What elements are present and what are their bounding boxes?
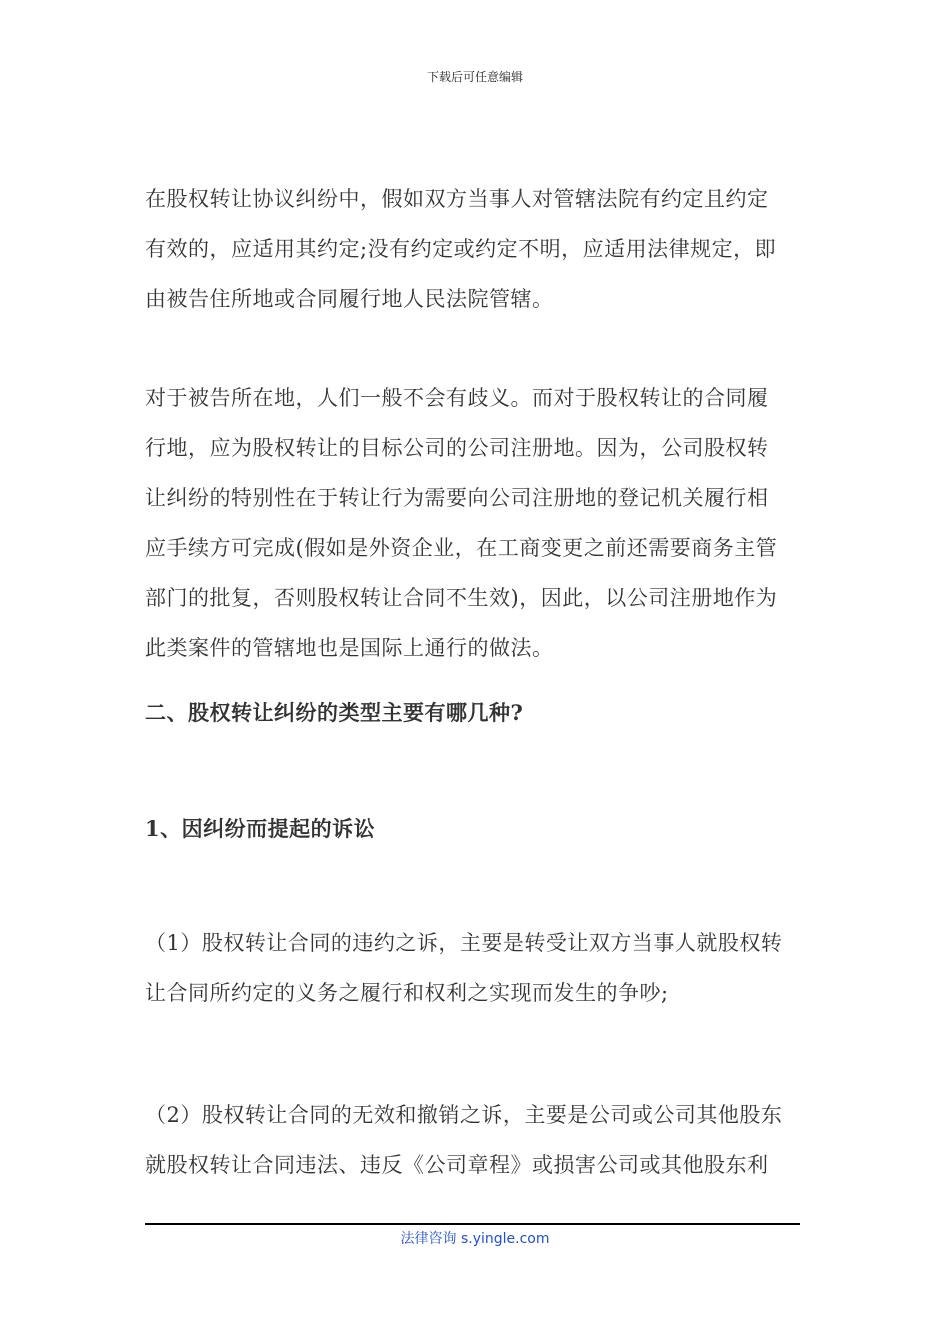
text-line: 应手续方可完成(假如是外资企业，在工商变更之前还需要商务主管 — [145, 536, 778, 560]
paragraph-invalidity-lawsuit — [145, 1090, 810, 1190]
paragraph-performance-place — [145, 373, 810, 673]
text-line: 行地，应为股权转让的目标公司的公司注册地。因为，公司股权转 — [145, 436, 769, 460]
text-line: 就股权转让合同违法、违反《公司章程》或损害公司或其他股东利 — [145, 1153, 769, 1177]
text-line: 在股权转让协议纠纷中，假如双方当事人对管辖法院有约定且约定 — [145, 187, 769, 211]
page-header: 下载后可任意编辑 — [426, 70, 523, 84]
footer-divider — [145, 1223, 800, 1225]
text-line: 部门的批复，否则股权转让合同不生效)，因此，以公司注册地作为 — [145, 586, 778, 610]
paragraph-breach-lawsuit — [145, 918, 810, 1018]
text-line: （2）股权转让合同的无效和撤销之诉，主要是公司或公司其他股东 — [145, 1103, 783, 1127]
section-heading: 二、股权转让纠纷的类型主要有哪几种? — [145, 700, 524, 725]
text-line: 对于被告所在地，人们一般不会有歧义。而对于股权转让的合同履 — [145, 386, 769, 410]
text-line: 让纠纷的特别性在于转让行为需要向公司注册地的登记机关履行相 — [145, 486, 769, 510]
text-line: （1）股权转让合同的违约之诉，主要是转受让双方当事人就股权转 — [145, 931, 783, 955]
text-line: 由被告住所地或合同履行地人民法院管辖。 — [145, 287, 554, 311]
paragraph-jurisdiction — [145, 174, 810, 324]
subsection-heading: 1、因纠纷而提起的诉讼 — [145, 816, 376, 841]
text-line: 此类案件的管辖地也是国际上通行的做法。 — [145, 636, 554, 660]
text-line: 让合同所约定的义务之履行和权利之实现而发生的争吵; — [145, 981, 669, 1005]
footer-link[interactable]: 法律咨询 s.yingle.com — [400, 1231, 550, 1247]
text-line: 有效的，应适用其约定;没有约定或约定不明，应适用法律规定，即 — [145, 237, 777, 261]
